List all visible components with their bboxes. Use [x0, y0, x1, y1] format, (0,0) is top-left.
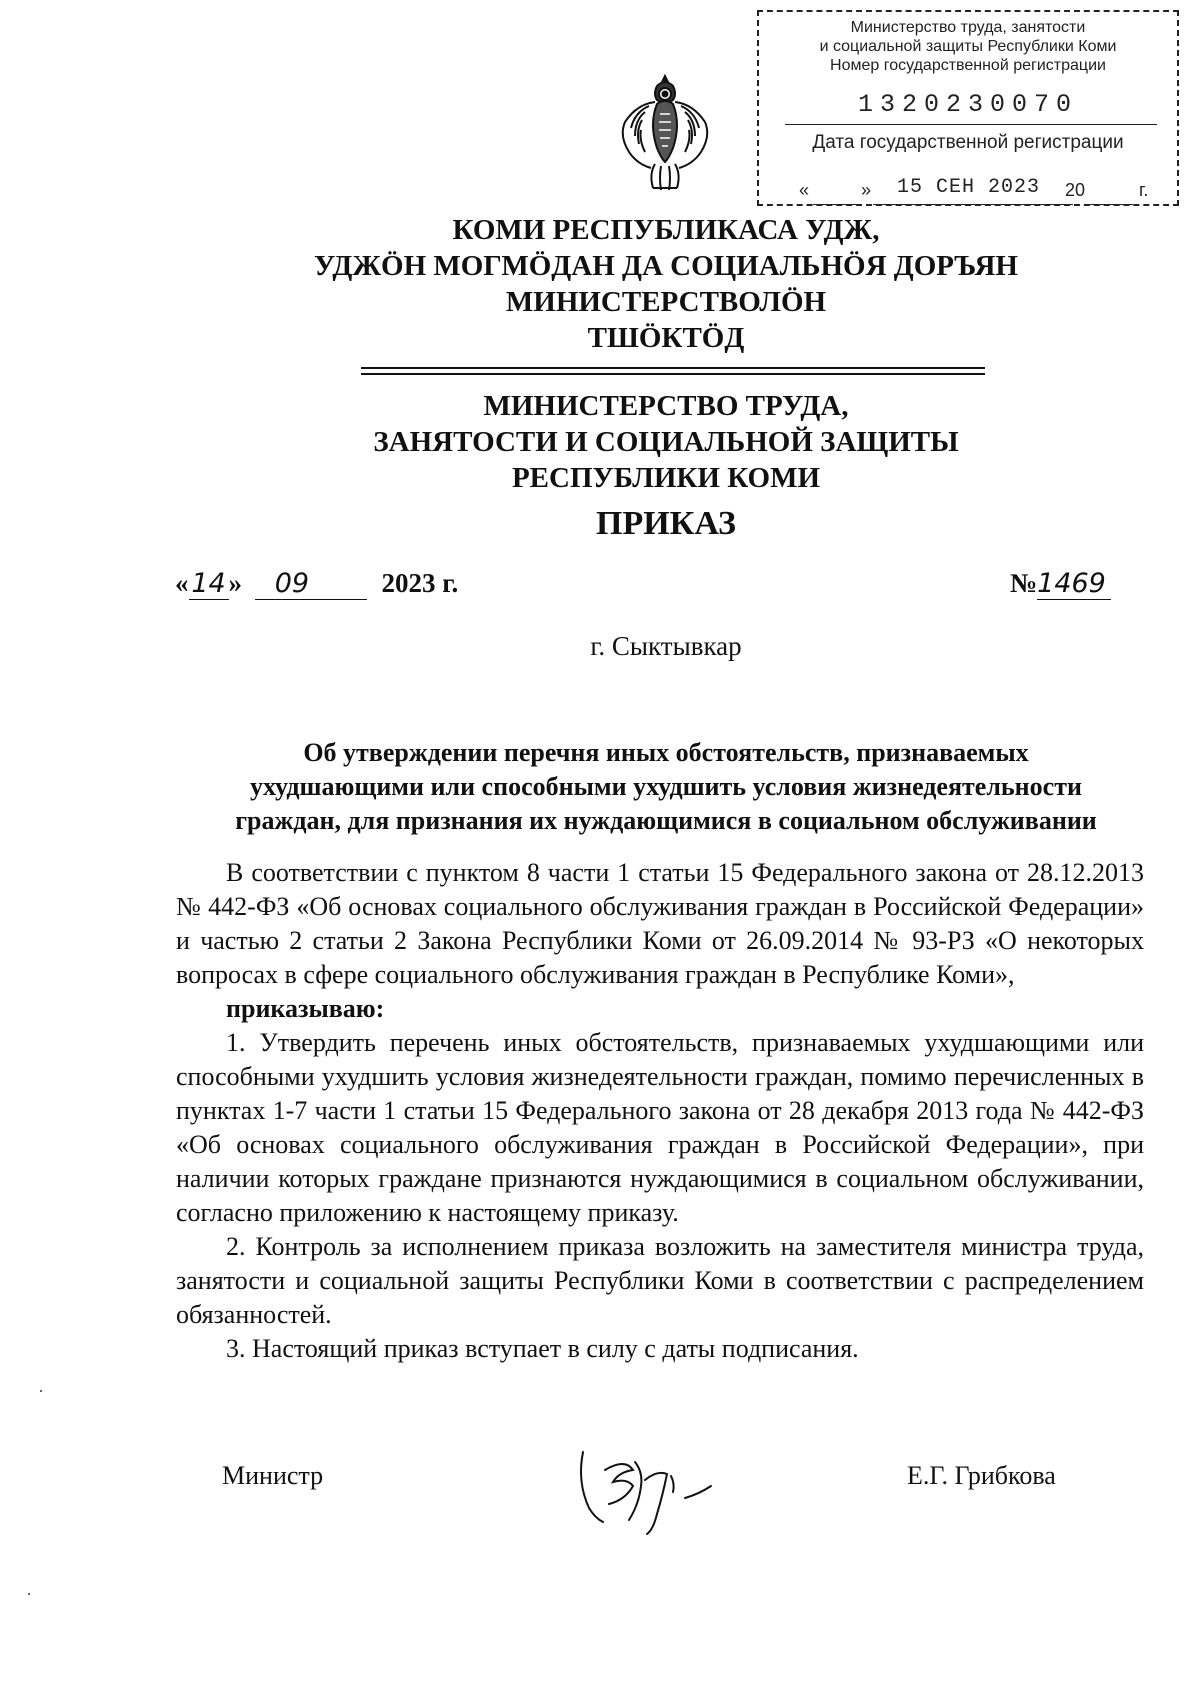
order-number-label: № [1010, 568, 1038, 598]
komi-emblem-icon [615, 72, 715, 194]
header-komi-line: МИНИСТЕРСТВОЛӦН [505, 286, 827, 318]
signatory-name: Е.Г. Грибкова [907, 1461, 1056, 1490]
header-komi-line: ТШӦКТӦД [587, 322, 745, 354]
order-item: 3. Настоящий приказ вступает в силу с даты подписания. [226, 1334, 859, 1363]
subject-line: ухудшающими или способными ухудшить условия жизнедеятельности [250, 772, 1082, 801]
scan-speck [28, 1593, 30, 1595]
subject-line: Об утверждении перечня иных обстоятельств, признаваемых [303, 738, 1029, 767]
stamp-date-label: Дата государственной регистрации [812, 132, 1124, 153]
signatory-title: Министр [222, 1461, 324, 1490]
header-russian-line: МИНИСТЕРСТВО ТРУДА, [483, 390, 849, 422]
stamp-reg-number: 1320230070 [857, 90, 1079, 119]
stamp-day-underline [813, 204, 861, 205]
header-komi-line: КОМИ РЕСПУБЛИКАСА УДЖ, [452, 214, 880, 246]
stamp-line-2: и социальной защиты Республики Коми [819, 38, 1117, 55]
header-russian [0, 388, 1200, 496]
stamp-line-1: Министерство труда, занятости [850, 19, 1086, 36]
stamp-close-quote: » [861, 180, 872, 200]
order-body [176, 856, 1144, 1366]
preamble-paragraph: В соответствии с пунктом 8 части 1 статьи 15 Федерального закона от 28.12.2013 № 442-ФЗ «Об основах социального обслуживания граждан в Российской Федерации» и частью 2 статьи 2 Закона Республики Коми от 26.09.2014 № 93-РЗ «О некоторых вопросах в сфере социального обслуживания граждан в Республике Коми», [176, 858, 1144, 989]
order-item: 2. Контроль за исполнением приказа возложить на заместителя министра труда, занятости и социальной защиты Республики Коми в соответствии с распределением обязанностей. [176, 1232, 1144, 1329]
header-rule-thick [361, 367, 985, 369]
order-date: « 14 » 09 2023 г. [175, 568, 459, 599]
header-komi-line: УДЖӦН МОГМӦДАН ДА СОЦИАЛЬНӦЯ ДОРЪЯН [314, 250, 1018, 282]
order-subject [176, 736, 1156, 838]
stamp-year-underline [1089, 204, 1133, 205]
document-type-title: ПРИКАЗ [596, 505, 736, 542]
order-day: 14 [191, 568, 226, 599]
registration-stamp [757, 10, 1179, 206]
stamp-open-quote: « [799, 180, 810, 200]
stamp-month-underline [873, 204, 1073, 205]
scan-speck [40, 1390, 42, 1392]
stamp-year-suffix: г. [1139, 180, 1149, 200]
order-number [1010, 568, 1111, 600]
order-month: 09 [274, 568, 310, 599]
stamp-reg-date: 15 СЕН 2023 [897, 176, 1041, 199]
header-komi [0, 212, 1200, 356]
header-russian-line: РЕСПУБЛИКИ КОМИ [511, 462, 821, 494]
handwritten-signature [575, 1432, 735, 1542]
order-item: 1. Утвердить перечень иных обстоятельств, признаваемых ухудшающими или способными ухудшить условия жизнедеятельности граждан, помимо перечисленных в пунктах 1-7 части 1 статьи 15 Федерального закона от 28 декабря 2013 года № 442-ФЗ «Об основах социального обслуживания граждан в Российской Федерации», при наличии которых граждане признаются нуждающимися в социальном обслуживании, согласно приложению к настоящему приказу. [176, 1028, 1144, 1227]
order-word: приказываю: [226, 994, 385, 1023]
city-line: г. Сыктывкар [590, 631, 742, 661]
stamp-divider [785, 124, 1157, 125]
stamp-year-prefix: 20 [1065, 180, 1086, 200]
stamp-line-3: Номер государственной регистрации [830, 57, 1106, 74]
header-rule-thin [361, 373, 985, 375]
order-number-value: 1469 [1037, 568, 1106, 599]
order-year: 2023 г. [381, 568, 459, 598]
subject-line: граждан, для признания их нуждающимися в социальном обслуживании [235, 806, 1097, 835]
header-russian-line: ЗАНЯТОСТИ И СОЦИАЛЬНОЙ ЗАЩИТЫ [373, 426, 959, 458]
